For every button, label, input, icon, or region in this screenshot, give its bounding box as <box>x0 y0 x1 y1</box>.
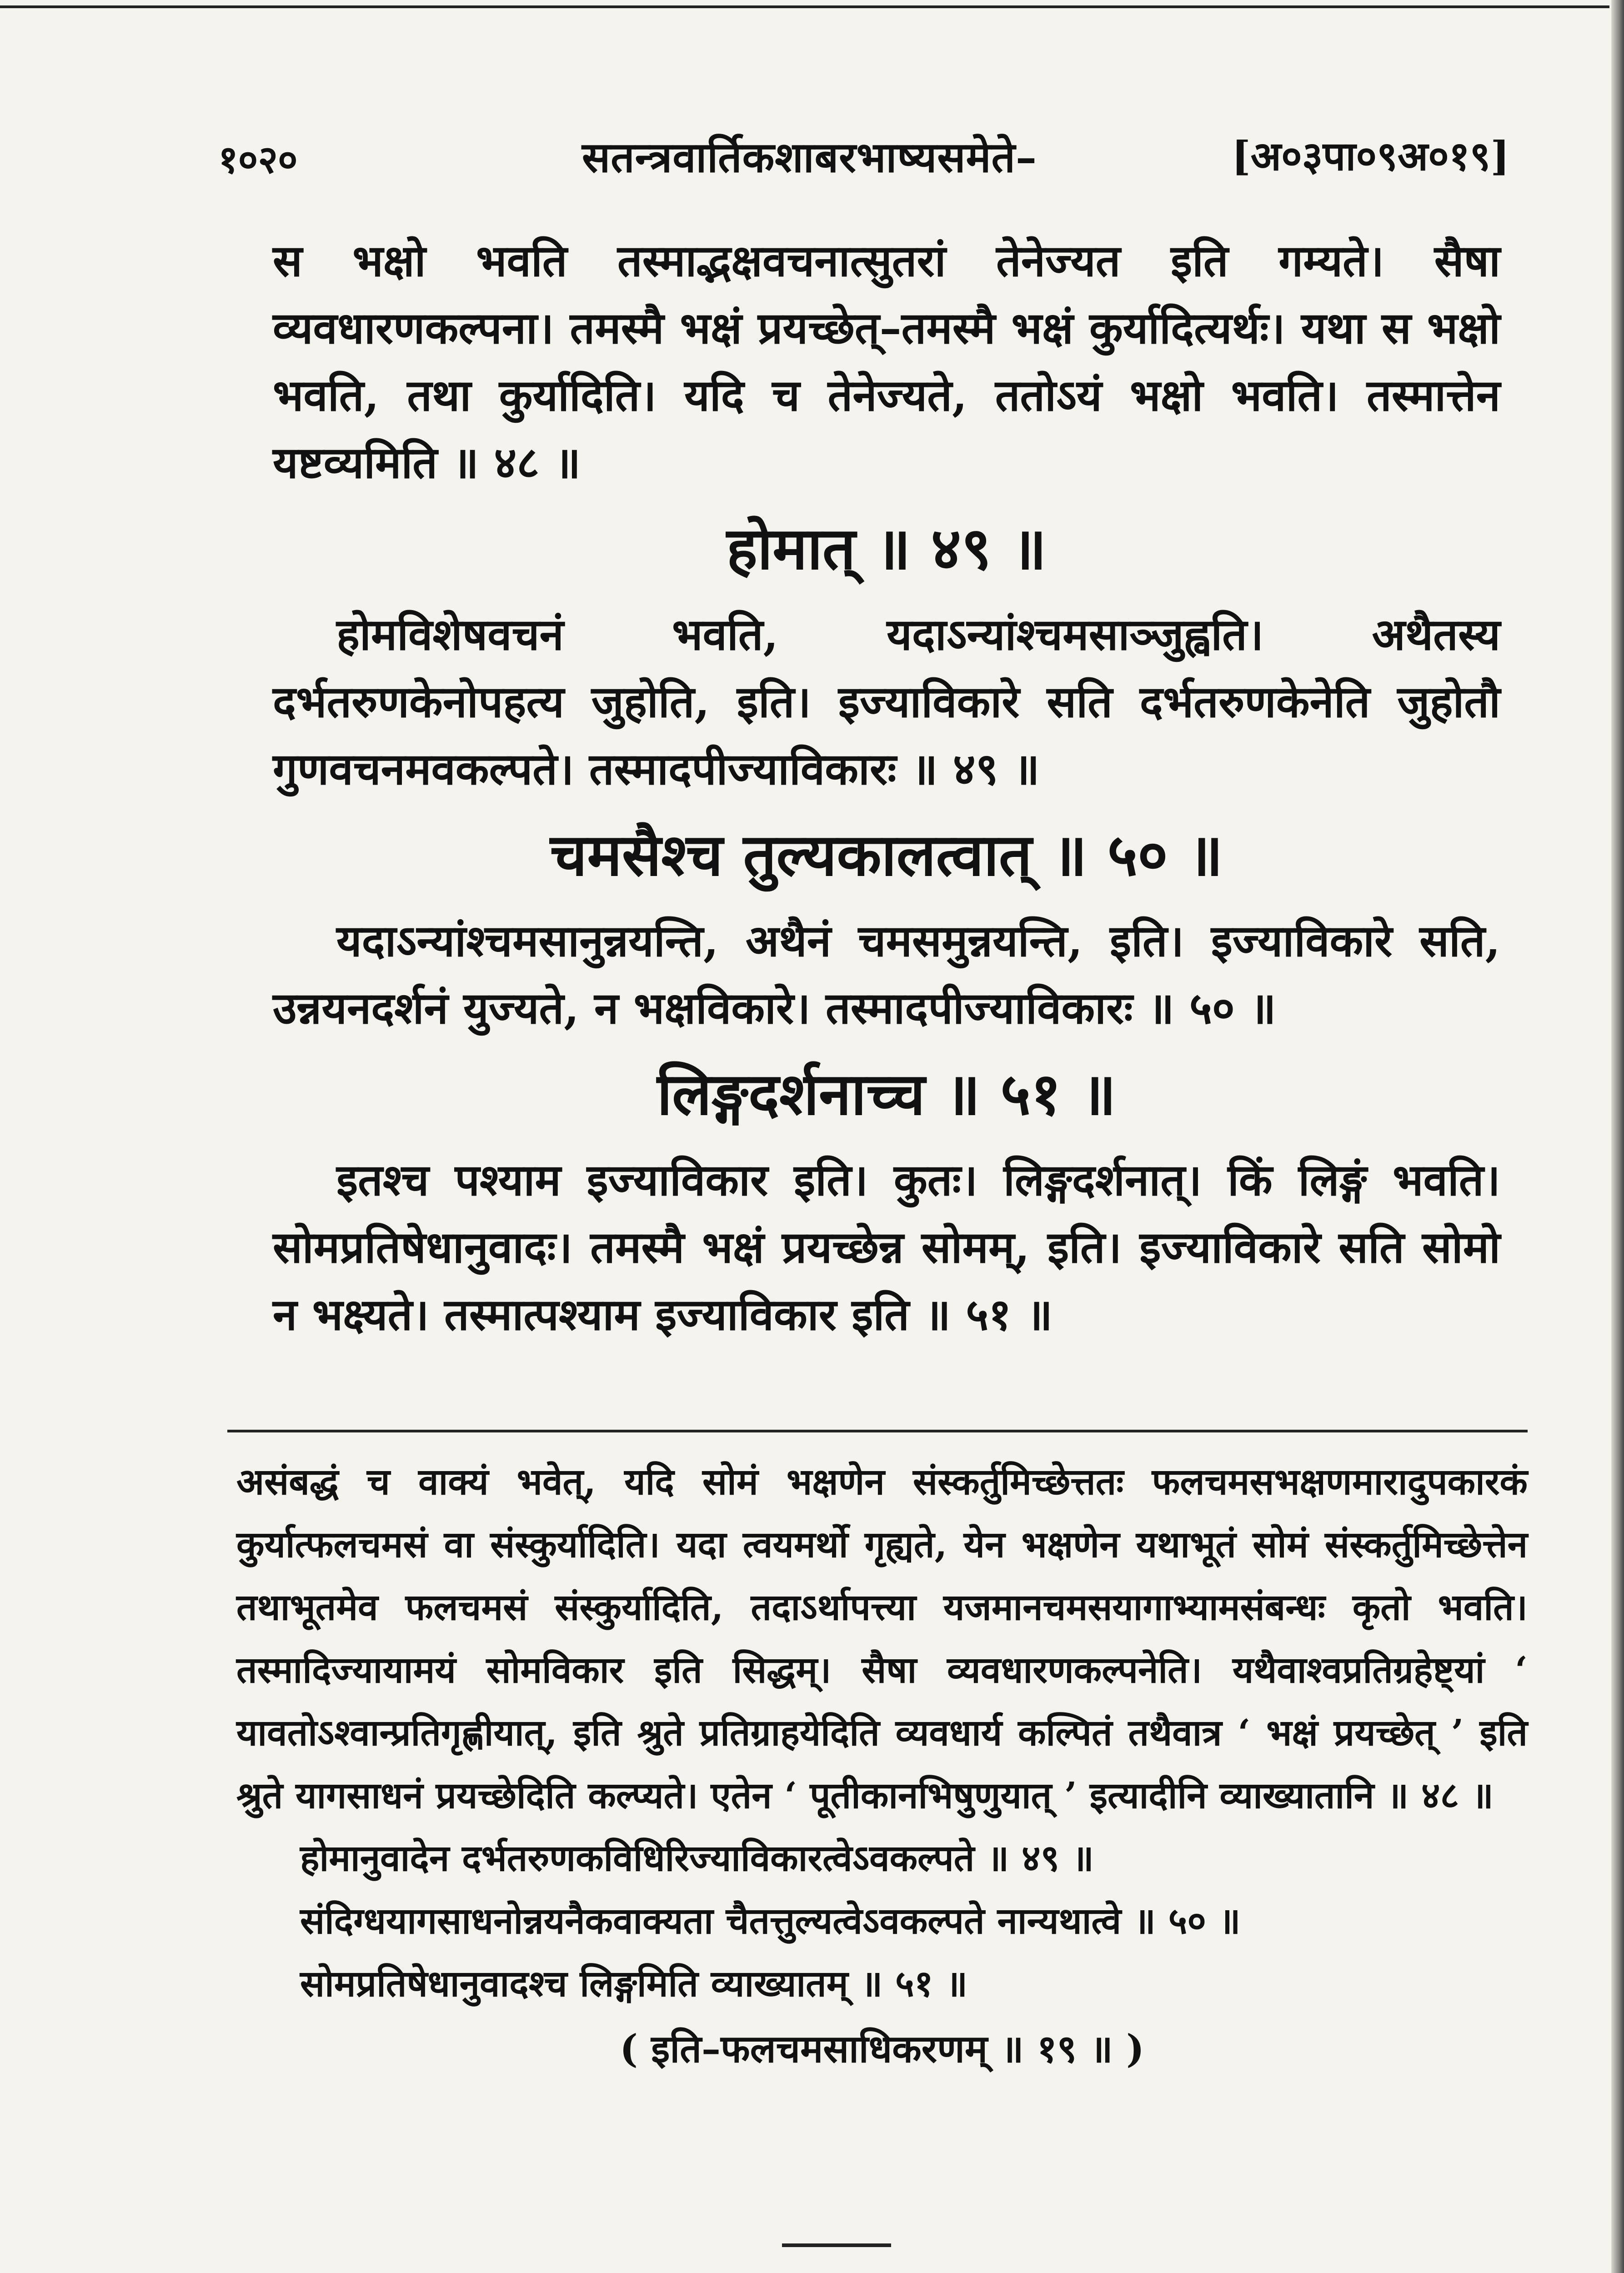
paragraph-51: इतश्च पश्याम इज्याविकार इति। कुतः। लिङ्गदर्शनात्। किं लिङ्गं भवति। सोमप्रतिषेधानुवादः। तमस्मै भक्षं प्रयच्छेन्न सोमम्, इति। इज्याविकारे सति सोमो न भक्ष्यते। तस्मात्पश्याम इज्याविकार इति ॥ ५१ ॥ <box>273 1154 1500 1340</box>
scan-edge-shadow <box>1611 0 1624 2273</box>
commentary-51: सोमप्रतिषेधानुवादश्च लिङ्गमिति व्याख्यातम् ॥ ५१ ॥ <box>300 1962 968 2005</box>
sutra-heading-51: लिङ्गदर्शनाच्च ॥ ५१ ॥ <box>657 1060 1116 1128</box>
commentary-50: संदिग्धयागसाधनोन्नयनैकवाक्यता चैतत्तुल्यत्वेऽवकल्पते नान्यथात्वे ॥ ५० ॥ <box>300 1899 1241 1942</box>
commentary-section <box>236 1450 1528 2083</box>
page-header <box>218 123 1509 182</box>
section-end-rule <box>782 2243 891 2247</box>
sutra-heading-49: होमात् ॥ ४९ ॥ <box>727 515 1047 583</box>
main-text <box>273 227 1500 1348</box>
paragraph-49: होमविशेषवचनं भवति, यदाऽन्यांश्चमसाञ्जुह्वति। अथैतस्य दर्भतरुणकेनोपहत्य जुहोति, इति। इज्याविकारे सति दर्भतरुणकेनेति जुहोतौ गुणवचनमवकल्पते। तस्मादपीज्याविकारः ॥ ४९ ॥ <box>273 609 1500 795</box>
commentary-49: होमानुवादेन दर्भतरुणकविधिरिज्याविकारत्वेऽवकल्पते ॥ ४९ ॥ <box>300 1837 1094 1879</box>
page-number: १०२० <box>218 137 298 182</box>
commentary-48: असंबद्धं च वाक्यं भवेत्, यदि सोमं भक्षणेन संस्कर्तुमिच्छेत्ततः फलचमसभक्षणमारादुपकारकं कुर्यात्फलचमसं वा संस्कुर्यादिति। यदा त्वयमर्थो गृह्यते, येन भक्षणेन यथाभूतं सोमं संस्कर्तुमिच्छेत्तेन तथाभूतमेव फलचमसं संस्कुर्यादिति, तदाऽर्थापत्त्या यजमानचमसयागाभ्यामसंबन्धः कृतो भवति। तस्मादिज्यायामयं सोमविकार इति सिद्धम्। सैषा व्यवधारणकल्पनेति। यथैवाश्वप्रतिग्रहेष्ट्यां ‘ यावतोऽश्वान्प्रतिगृह्णीयात्, इति श्रुते प्रतिग्राहयेदिति व्यवधार्य कल्पितं तथैवात्र ‘ भक्षं प्रयच्छेत् ’ इति श्रुते यागसाधनं प्रयच्छेदिति कल्प्यते। एतेन ‘ पूतीकानभिषुणुयात् ’ इत्यादीनि व्याख्यातानि ॥ ४८ ॥ <box>236 1460 1528 1817</box>
section-reference: [अ०३पा०९अ०१९] <box>1232 132 1509 180</box>
commentary-divider <box>227 1430 1528 1432</box>
paragraph-48-end: स भक्षो भवति तस्माद्भक्षवचनात्सुतरां तेनेज्यत इति गम्यते। सैषा व्यवधारणकल्पना। तमस्मै भक्षं प्रयच्छेत्–तमस्मै भक्षं कुर्यादित्यर्थः। यथा स भक्षो भवति, तथा कुर्यादिति। यदि च तेनेज्यते, ततोऽयं भक्षो भवति। तस्मात्तेन यष्टव्यमिति ॥ ४८ ॥ <box>273 235 1500 488</box>
adhikarana-colophon: ( इति–फलचमसाधिकरणम् ॥ १९ ॥ ) <box>620 2026 1144 2071</box>
sutra-heading-50: चमसैश्च तुल्यकालत्वात् ॥ ५० ॥ <box>550 821 1223 889</box>
paragraph-50: यदाऽन्यांश्चमसानुन्नयन्ति, अथैनं चमसमुन्नयन्ति, इति। इज्याविकारे सति, उन्नयनदर्शनं युज्यते, न भक्षविकारे। तस्मादपीज्याविकारः ॥ ५० ॥ <box>273 915 1500 1034</box>
running-title: सतन्त्रवार्तिकशाबरभाष्यसमेते– <box>582 133 1037 182</box>
top-border-rule <box>0 5 1609 8</box>
